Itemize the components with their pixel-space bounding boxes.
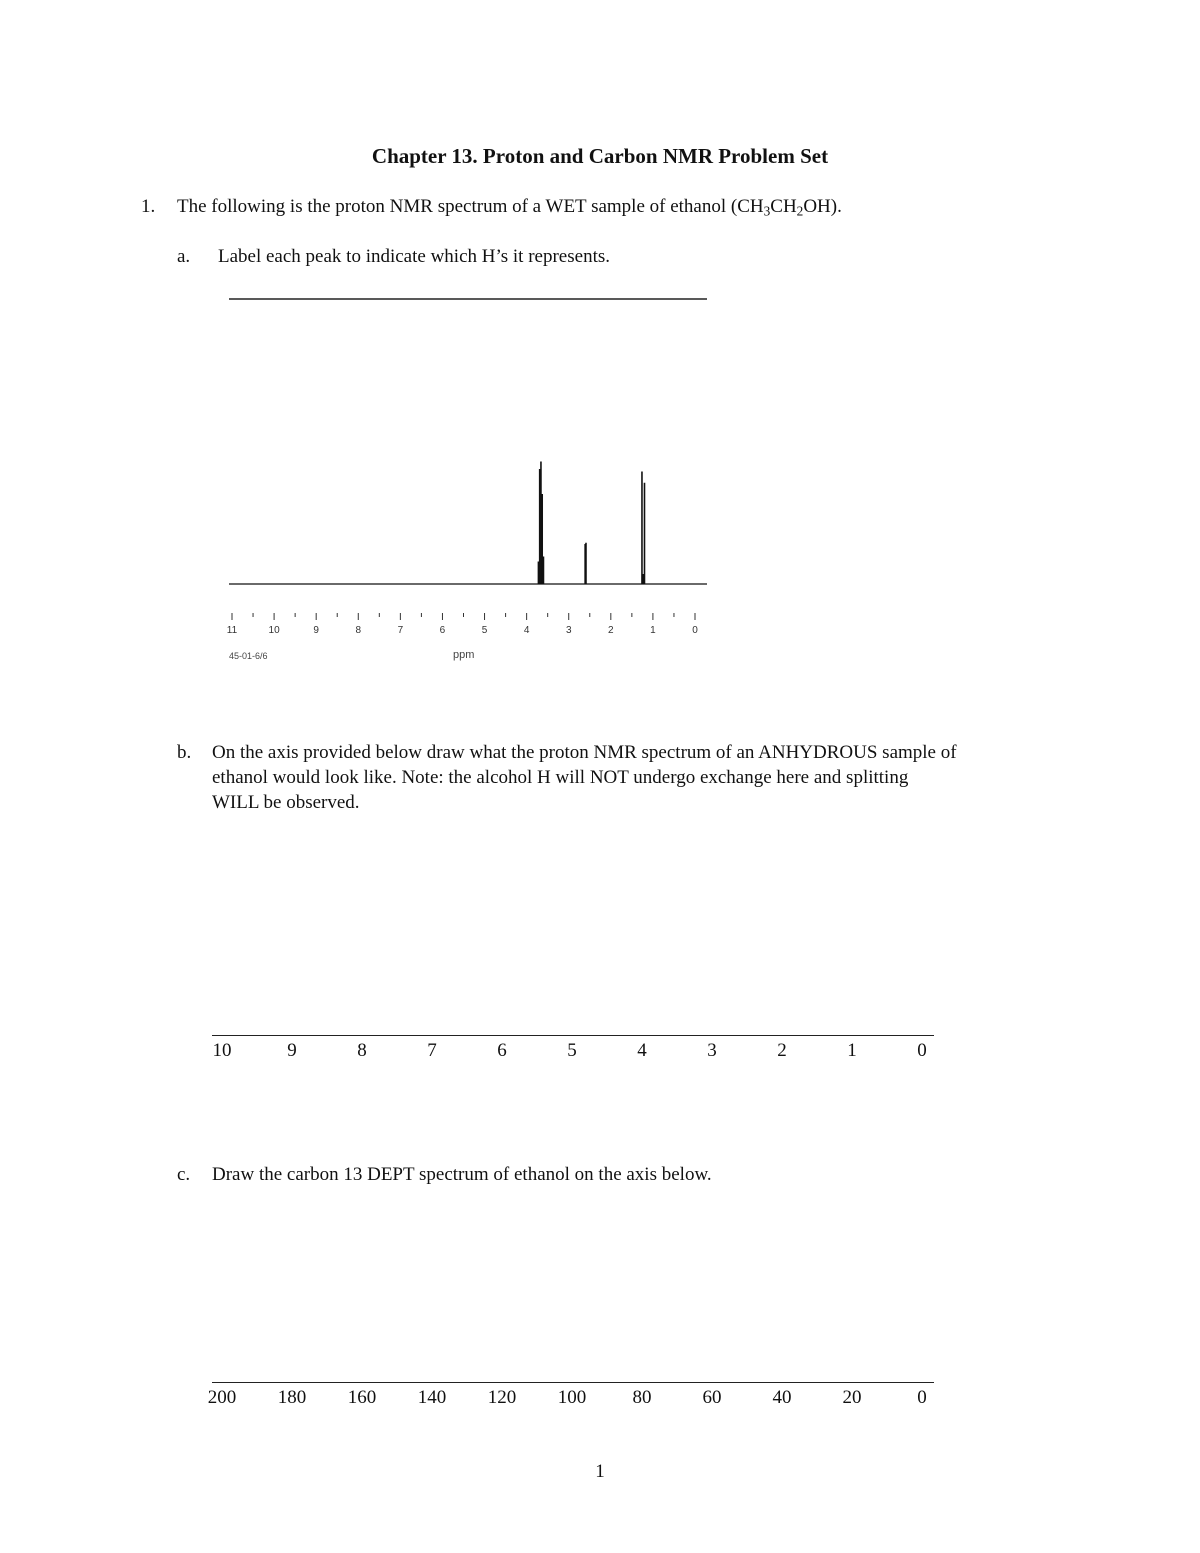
page-number: 1: [595, 1461, 605, 1482]
carbon-axis-tick-label: 40: [772, 1387, 792, 1408]
spectrum-tick-label: 9: [313, 625, 319, 636]
part-c-letter: c.: [177, 1164, 191, 1185]
proton-axis-tick-label: 8: [357, 1040, 367, 1061]
part-c-text: Draw the carbon 13 DEPT spectrum of ethanol on the axis below.: [212, 1164, 712, 1185]
spectrum-tick-label: 4: [523, 625, 530, 636]
spectrum-tick-label: 10: [268, 625, 280, 636]
stem-text-post: OH).: [803, 196, 842, 217]
proton-axis-tick-label: 2: [777, 1040, 787, 1061]
carbon-axis-tick-label: 100: [557, 1387, 587, 1408]
spectrum-tick-label: 2: [608, 625, 614, 636]
proton-axis-tick-label: 6: [497, 1040, 507, 1061]
page-title: Chapter 13. Proton and Carbon NMR Problem Set: [371, 144, 829, 168]
question-1-number: 1.: [141, 196, 156, 217]
spectrum-tick-label: 5: [481, 625, 488, 636]
spectrum-tick-label: 3: [565, 625, 572, 636]
proton-axis-line: [212, 1035, 934, 1036]
carbon-axis-tick-label: 200: [207, 1387, 237, 1408]
proton-axis-tick-label: 3: [707, 1040, 717, 1061]
stem-text-pre: The following is the proton NMR spectrum of a WET sample of ethanol (CH: [177, 196, 764, 217]
part-b-line-2: ethanol would look like. Note: the alcohol H will NOT undergo exchange here and splitting: [212, 767, 909, 788]
proton-axis-tick-label: 4: [637, 1040, 647, 1061]
part-a-letter: a.: [177, 246, 191, 267]
spectrum-tick-label: 7: [397, 625, 404, 636]
spectrum-peaks: [538, 462, 644, 585]
proton-axis-tick-label: 10: [212, 1040, 232, 1061]
spectrum-tick-label: 6: [439, 625, 446, 636]
proton-axis-tick-label: 9: [287, 1040, 297, 1061]
spectrum-tick-label: 0: [692, 625, 698, 636]
part-b-line-3: WILL be observed.: [212, 792, 360, 813]
spectrum-code-label: 45-01-6/6: [229, 651, 268, 661]
spectrum-tick-label: 1: [650, 625, 656, 636]
spectrum-tick-label: 8: [355, 625, 362, 636]
carbon-axis-tick-label: 0: [917, 1387, 927, 1408]
spectrum-ticks: [232, 613, 695, 620]
spectrum-tick-label: 11: [226, 625, 238, 636]
part-b-letter: b.: [177, 742, 192, 763]
spectrum-unit-label: ppm: [453, 649, 475, 661]
proton-axis-tick-label: 1: [847, 1040, 857, 1061]
nmr-spectrum: [0, 0, 1200, 700]
proton-axis-tick-label: 5: [567, 1040, 577, 1061]
carbon-axis-tick-label: 160: [347, 1387, 377, 1408]
carbon-axis-tick-label: 140: [417, 1387, 447, 1408]
stem-text-mid: CH: [770, 196, 797, 217]
carbon-axis-tick-label: 180: [277, 1387, 307, 1408]
carbon-axis-line: [212, 1382, 934, 1383]
proton-axis-tick-label: 0: [917, 1040, 927, 1061]
proton-axis-tick-label: 7: [427, 1040, 437, 1061]
part-a-text: Label each peak to indicate which H’s it represents.: [218, 246, 610, 267]
carbon-axis-tick-label: 80: [632, 1387, 652, 1408]
carbon-axis-tick-label: 60: [702, 1387, 722, 1408]
stem-sub-3: 3: [763, 203, 771, 219]
carbon-axis-tick-label: 20: [842, 1387, 862, 1408]
carbon-axis-tick-label: 120: [487, 1387, 517, 1408]
part-b-line-1: On the axis provided below draw what the proton NMR spectrum of an ANHYDROUS sample of: [212, 742, 957, 763]
stem-sub-2: 2: [796, 203, 804, 219]
